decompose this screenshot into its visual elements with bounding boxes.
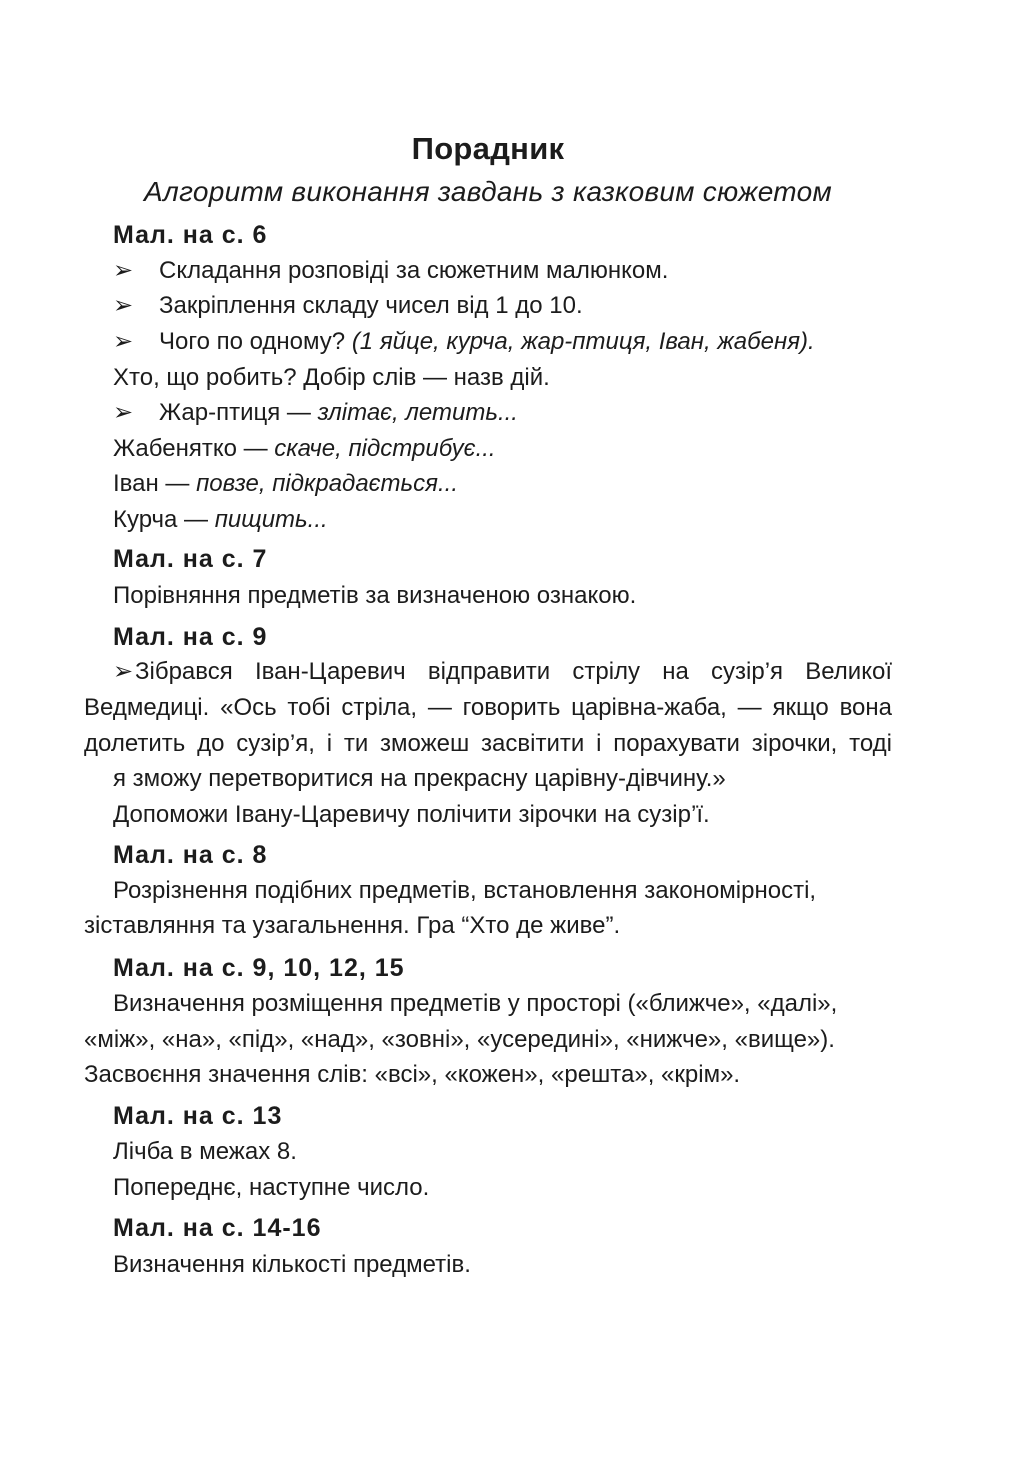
paragraph-line: Визначення розміщення предметів у просторі («ближче», «далі», [113, 990, 838, 1017]
text: Жар-птиця — [159, 399, 318, 426]
italic-text: (1 яйце, курча, жар-птиця, Іван, жабеня). [351, 328, 815, 355]
text-line [113, 466, 458, 502]
bullet-line [113, 395, 518, 431]
text: Іван — [113, 470, 197, 497]
paragraph-line: я зможу перетворитися на прекрасну царівну-дівчину.» [113, 765, 726, 792]
paragraph-line: Допоможи Івану-Царевичу полічити зірочки на сузір’ї. [113, 801, 710, 828]
text-line: Попереднє, наступне число. [113, 1174, 430, 1201]
section-heading: Мал. на с. 8 [113, 841, 268, 869]
arrow-bullet-icon: ➢ [113, 399, 134, 426]
text-line [113, 431, 496, 467]
section-heading: Мал. на с. 9, 10, 12, 15 [113, 954, 405, 982]
text: Жабенятко — [113, 435, 275, 462]
text: Чого по одному? [159, 328, 352, 355]
italic-text: скаче, підстрибує... [274, 435, 496, 462]
page-title: Порадник [411, 131, 565, 166]
section-heading: Мал. на с. 13 [113, 1102, 283, 1130]
page-subtitle: Алгоритм виконання завдань з казковим сюжетом [144, 176, 832, 207]
text-line: Хто, що робить? Добір слів — назв дій. [113, 364, 550, 391]
bullet-line [113, 253, 668, 289]
section-heading: Мал. на с. 14-16 [113, 1214, 322, 1242]
text-line [113, 502, 328, 538]
paragraph-line: Засвоєння значення слів: «всі», «кожен», «решта», «крім». [84, 1061, 741, 1088]
section-heading: Мал. на с. 6 [113, 221, 268, 249]
paragraph-line [84, 654, 892, 690]
text: Зібрався Іван-Царевич відправити стрілу на сузір’я Великої [135, 658, 892, 685]
paragraph-line: Ведмедиці. «Ось тобі стріла, — говорить царівна-жаба, — якщо вона [84, 694, 892, 721]
italic-text: злітає, летить... [317, 399, 518, 426]
bullet-line [113, 288, 583, 324]
text-line: Визначення кількості предметів. [113, 1251, 471, 1278]
arrow-bullet-icon: ➢ [113, 257, 134, 284]
paragraph-line: долетить до сузір’я, і ти зможеш засвітити і порахувати зірочки, тоді [84, 730, 892, 757]
arrow-bullet-icon: ➢ [113, 658, 134, 685]
text: Курча — [113, 506, 215, 533]
section-heading: Мал. на с. 9 [113, 623, 268, 651]
paragraph-line: Розрізнення подібних предметів, встановлення закономірності, [113, 877, 817, 904]
arrow-bullet-icon: ➢ [113, 328, 134, 355]
section-heading: Мал. на с. 7 [113, 545, 268, 573]
italic-text: пищить... [214, 506, 328, 533]
arrow-bullet-icon: ➢ [113, 292, 134, 319]
bullet-line [113, 324, 815, 360]
paragraph-line: зіставляння та узагальнення. Гра “Хто де живе”. [84, 912, 621, 939]
italic-text: повзе, підкрадається... [196, 470, 458, 497]
text-line: Порівняння предметів за визначеною ознакою. [113, 582, 637, 609]
text: Складання розповіді за сюжетним малюнком. [159, 257, 669, 284]
text-line: Лічба в межах 8. [113, 1138, 297, 1165]
paragraph-line: «між», «на», «під», «над», «зовні», «усередині», «нижче», «вище»). [84, 1026, 835, 1053]
text: Закріплення складу чисел від 1 до 10. [159, 292, 583, 319]
